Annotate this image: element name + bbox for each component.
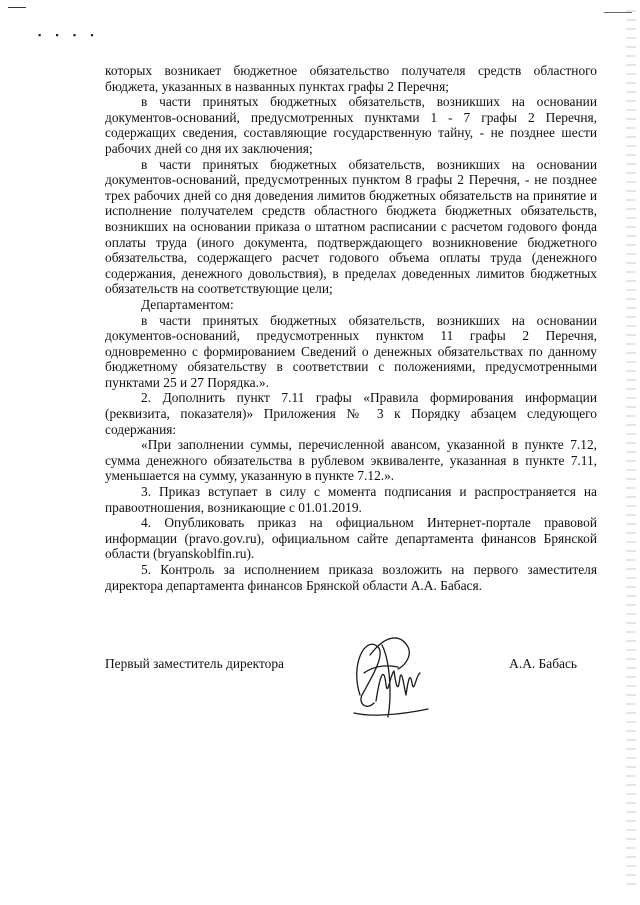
paragraph: в части принятых бюджетных обязательств, возникших на основании документов-оснований, предусмотренных пунктами 1 - 7 графы 2 Перечня, содержащих сведения, составляющие государственную тайну, - не позднее шести рабочих дней со дня их заключения;	[105, 94, 597, 156]
paragraph: 2. Дополнить пункт 7.11 графы «Правила формирования информации (реквизита, показателя)» Приложения № 3 к Порядку абзацем следующего содержания:	[105, 390, 597, 437]
paragraph: Департаментом:	[141, 296, 234, 312]
signatory-name: А.А. Бабась	[509, 656, 577, 671]
paragraph: в части принятых бюджетных обязательств, возникших на основании документов-оснований, предусмотренных пунктом 11 графы 2 Перечня, одновременно с формированием Сведений о денежных обязательствах по данному бюджетному обязательству в соответствии с положениями, предусмотренными пунктами 25 и 27 Порядка.».	[105, 312, 597, 390]
paragraph: в части принятых бюджетных обязательств, возникших на основании документов-оснований, предусмотренных пунктом 8 графы 2 Перечня, - не позднее трех рабочих дней со дня доведения лимитов бюджетных обязательств на принятие и исполнение получателем средств областного бюджета бюджетных обязательств, возникших на основании приказа о штатном расписании с расчетом годового фонда оплаты труда (иного документа, подтверждающего возникновение бюджетного обязательства, содержащего расчет годового объема оплаты труда (денежного содержания, денежного довольствия), в пределах доведенных лимитов бюджетных обязательств на соответствующие цели;	[105, 156, 597, 297]
paragraph: 3. Приказ вступает в силу с момента подписания и распространяется на правоотношения, возникающие с 01.01.2019.	[105, 484, 597, 515]
scan-right-edge	[626, 10, 636, 890]
order-body-text	[105, 63, 597, 593]
signatory-position: Первый заместитель директора	[105, 656, 284, 671]
paragraph: 5. Контроль за исполнением приказа возложить на первого заместителя директора департамента финансов Брянской области А.А. Бабася.	[105, 562, 597, 593]
paragraph: которых возникает бюджетное обязательство получателя средств областного бюджета, указанных в названных пунктах графы 2 Перечня;	[105, 63, 597, 94]
paragraph: «При заполнении суммы, перечисленной авансом, указанной в пункте 7.12, сумма денежного обязательства в рублевом эквиваленте, указанная в пункте 7.11, уменьшается на сумму, указанную в пункте 7.12.».	[105, 437, 597, 484]
scan-artifact-specks: ▪ ▪ ▪ ▪	[38, 30, 100, 40]
handwritten-signature	[340, 625, 435, 720]
paragraph: 4. Опубликовать приказ на официальном Интернет-портале правовой информации (pravo.gov.ru), официальном сайте департамента финансов Брянской области (bryanskoblfin.ru).	[105, 515, 597, 562]
scan-artifact-line	[8, 7, 26, 8]
